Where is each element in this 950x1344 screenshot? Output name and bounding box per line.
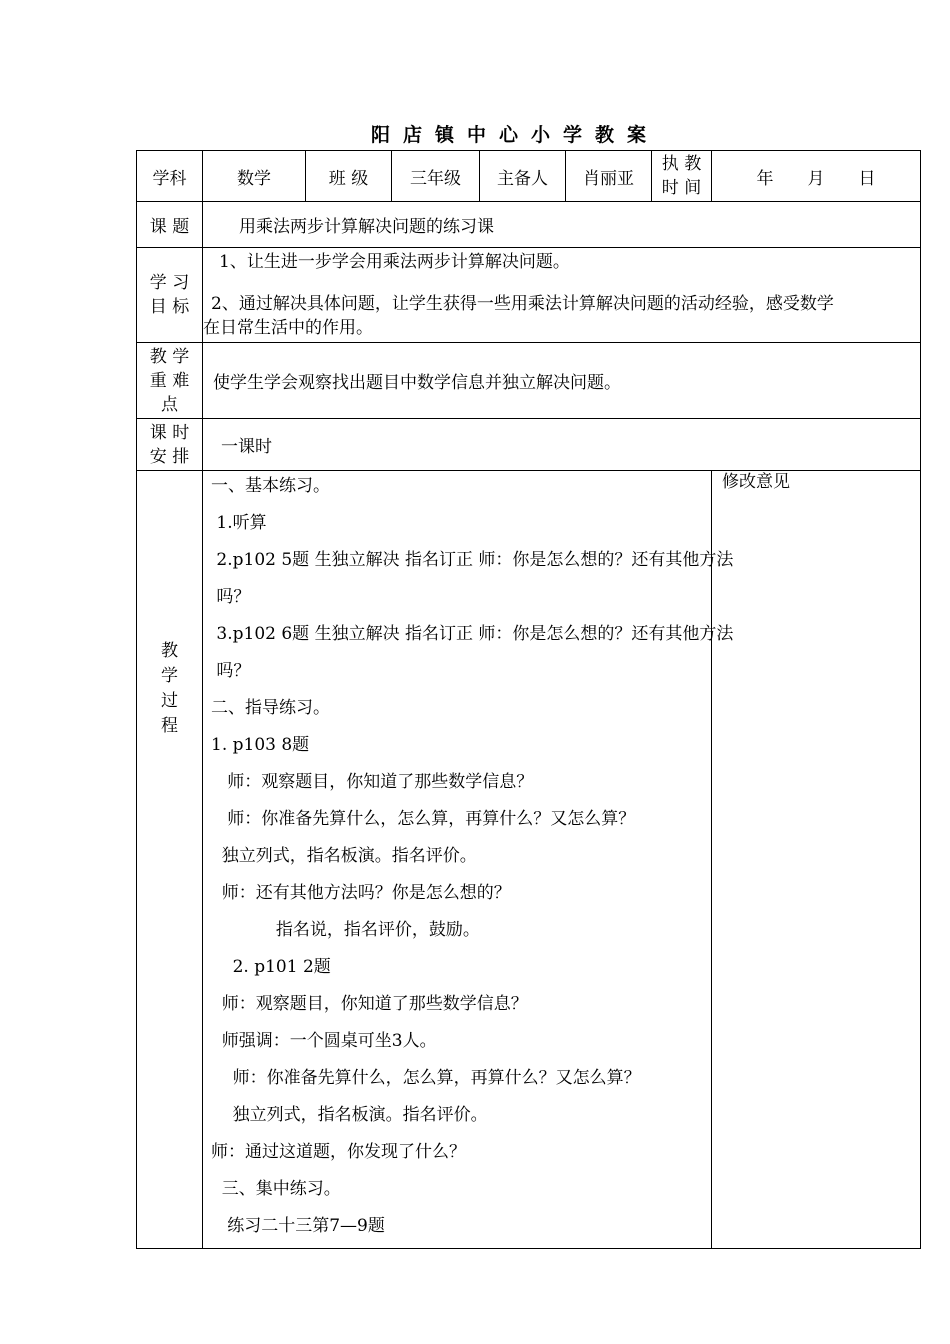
difficulty-value: 使学生学会观察找出题目中数学信息并独立解决问题。 (203, 343, 921, 419)
schedule-label-line2: 安 排 (149, 446, 190, 467)
process-line: 2. p101 2题 (211, 957, 331, 977)
teaching-time-label-line1: 执 教 (661, 154, 702, 174)
lesson-plan-table (136, 150, 921, 1249)
schedule-label-line1: 课 时 (149, 422, 190, 443)
difficulty-label-line1: 教 学 (149, 346, 190, 367)
goals-label-line2: 目 标 (149, 297, 190, 317)
goals-label-line1: 学 习 (149, 273, 190, 293)
topic-value: 用乘法两步计算解决问题的练习课 (203, 202, 921, 248)
document-title: 阳店镇中心小学教案 (370, 124, 659, 146)
process-line: 1. p103 8题 (211, 735, 310, 755)
class-value: 三年级 (392, 151, 480, 202)
process-line: 师：还有其他方法吗？你是怎么想的？ (211, 883, 511, 903)
process-label-char3: 过 (161, 691, 178, 711)
process-lines (211, 471, 734, 1248)
process-label-char4: 程 (161, 716, 178, 736)
process-line: 三、集中练习。 (211, 1179, 341, 1199)
difficulty-label-line2: 重 难 (149, 370, 190, 391)
goal-item-2-line1: 2、通过解决具体问题，让学生获得一些用乘法计算解决问题的活动经验，感受数学 (211, 294, 834, 314)
preparer-label: 主备人 (480, 151, 566, 202)
process-line: 1.听算 (211, 513, 267, 533)
goals-label (137, 248, 203, 343)
header-row (137, 151, 921, 202)
process-line: 师：通过这道题，你发现了什么？ (211, 1142, 466, 1162)
process-line: 独立列式，指名板演。指名评价。 (211, 1105, 488, 1125)
revision-notes-cell (712, 471, 921, 1249)
goal-item-2-line2: 在日常生活中的作用。 (203, 318, 373, 338)
process-label-char1: 教 (161, 641, 178, 661)
process-line: 吗？ (211, 587, 251, 607)
goal-item-2 (203, 292, 920, 340)
difficulty-label (137, 343, 203, 419)
difficulty-row (137, 343, 921, 419)
process-content (203, 471, 734, 1249)
process-line: 二、指导练习。 (211, 698, 330, 718)
goals-row (137, 248, 921, 343)
difficulty-label-line3: 点 (161, 394, 178, 415)
teaching-time-label (652, 151, 712, 202)
process-line: 独立列式，指名板演。指名评价。 (211, 846, 477, 866)
goal-item-1: 1、让生进一步学会用乘法两步计算解决问题。 (219, 252, 570, 272)
subject-label: 学科 (137, 151, 203, 202)
topic-label: 课 题 (137, 202, 203, 248)
process-line: 师：观察题目，你知道了那些数学信息？ (211, 994, 528, 1014)
process-line: 师：观察题目，你知道了那些数学信息？ (211, 772, 534, 792)
schedule-label (137, 419, 203, 471)
teaching-time-label-line2: 时 间 (661, 178, 702, 198)
process-line: 练习二十三第7—9题 (211, 1216, 385, 1236)
date-field: 年 月 日 (712, 151, 921, 202)
process-line: 吗？ (211, 661, 251, 681)
process-line: 师：你准备先算什么，怎么算，再算什么？又怎么算？ (211, 809, 636, 829)
process-line: 师强调：一个圆桌可坐3人。 (211, 1031, 437, 1051)
class-label: 班 级 (306, 151, 392, 202)
process-line: 2.p102 5题 生独立解决 指名订正 师：你是怎么想的？还有其他方法 (211, 550, 734, 570)
schedule-row (137, 419, 921, 471)
process-label (137, 471, 203, 1249)
preparer-value: 肖丽亚 (566, 151, 652, 202)
process-label-char2: 学 (161, 666, 178, 686)
process-line: 指名说，指名评价，鼓励。 (211, 920, 480, 940)
subject-value: 数学 (203, 151, 306, 202)
topic-row (137, 202, 921, 248)
process-line: 3.p102 6题 生独立解决 指名订正 师：你是怎么想的？还有其他方法 (211, 624, 734, 644)
goals-content (203, 248, 921, 343)
revision-notes-label: 修改意见 (722, 472, 790, 492)
process-row (137, 471, 921, 1249)
schedule-value: 一课时 (203, 419, 921, 471)
process-line: 师：你准备先算什么，怎么算，再算什么？又怎么算？ (211, 1068, 641, 1088)
process-line: 一、基本练习。 (211, 476, 330, 496)
